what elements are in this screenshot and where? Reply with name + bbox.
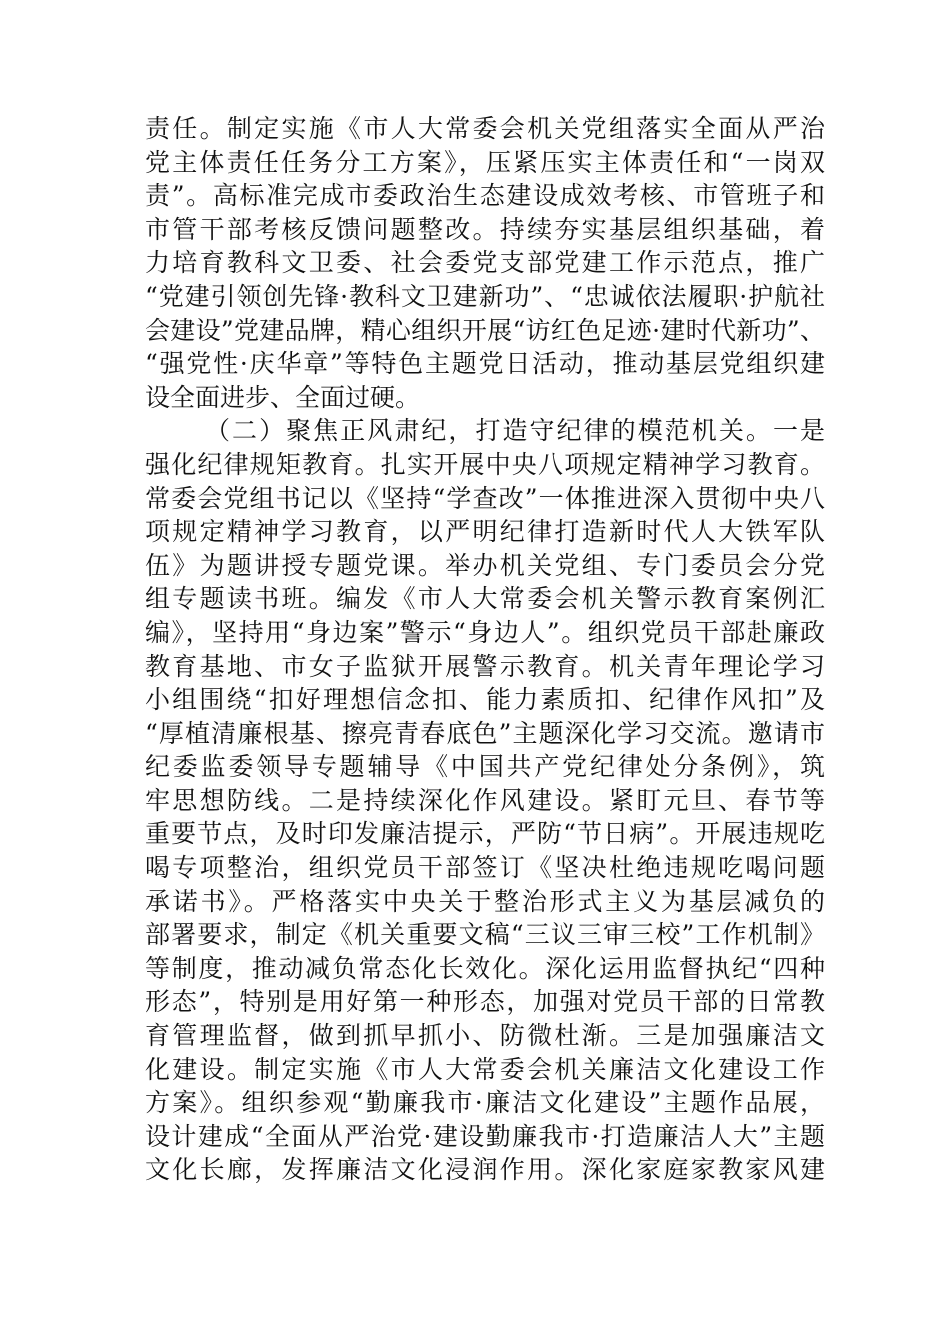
text-line: “党建引领创先锋·教科文卫建新功”、“忠诚依法履职·护航社: [145, 281, 825, 311]
text-line: 重要节点，及时印发廉洁提示，严防“节日病”。开展违规吃: [145, 819, 825, 849]
text-line: 党主体责任任务分工方案》，压紧压实主体责任和“一岗双: [145, 147, 825, 177]
text-line: 责任。制定实施《市人大常委会机关党组落实全面从严治: [145, 114, 825, 143]
text-line: “厚植清廉根基、擦亮青春底色”主题深化学习交流。邀请市: [145, 718, 825, 748]
text-line: 小组围绕“扣好理想信念扣、能力素质扣、纪律作风扣”及: [145, 685, 825, 715]
text-line: 牢思想防线。二是持续深化作风建设。紧盯元旦、春节等: [145, 785, 825, 815]
text-line: 力培育教科文卫委、社会委党支部党建工作示范点，推广: [145, 248, 825, 278]
section-heading-line: （二）聚焦正风肃纪，打造守纪律的模范机关。一是: [205, 416, 825, 446]
text-line: 部署要求，制定《机关重要文稿“三议三审三校”工作机制》: [145, 920, 825, 950]
text-line: 责”。高标准完成市委政治生态建设成效考核、市管班子和: [145, 181, 825, 211]
text-line: 常委会党组书记以《坚持“学查改”一体推进深入贯彻中央八: [145, 483, 825, 513]
text-line: “强党性·庆华章”等特色主题党日活动，推动基层党组织建: [145, 349, 825, 379]
text-line: 项规定精神学习教育，以严明纪律打造新时代人大铁军队: [145, 517, 825, 547]
text-line: 化建设。制定实施《市人大常委会机关廉洁文化建设工作: [145, 1054, 825, 1084]
text-line: 设全面进步、全面过硬。: [145, 382, 421, 412]
text-line: 方案》。组织参观“勤廉我市·廉洁文化建设”主题作品展，: [145, 1088, 825, 1118]
text-line: 形态”，特别是用好第一种形态，加强对党员干部的日常教: [145, 987, 825, 1017]
text-line: 伍》为题讲授专题党课。举办机关党组、专门委员会分党: [145, 550, 825, 580]
text-line: 文化长廊，发挥廉洁文化浸润作用。深化家庭家教家风建: [145, 1155, 825, 1185]
text-line: 编》，坚持用“身边案”警示“身边人”。组织党员干部赴廉政: [145, 617, 825, 647]
text-line: 纪委监委领导专题辅导《中国共产党纪律处分条例》，筑: [145, 752, 825, 782]
text-line: 喝专项整治，组织党员干部签订《坚决杜绝违规吃喝问题: [145, 853, 825, 883]
text-line: 等制度，推动减负常态化长效化。深化运用监督执纪“四种: [145, 953, 825, 983]
body-text: [145, 112, 825, 1187]
text-line: 市管干部考核反馈问题整改。持续夯实基层组织基础，着: [145, 214, 825, 244]
text-line: 组专题读书班。编发《市人大常委会机关警示教育案例汇: [145, 584, 825, 614]
text-line: 育管理监督，做到抓早抓小、防微杜渐。三是加强廉洁文: [145, 1021, 825, 1051]
text-line: 会建设”党建品牌，精心组织开展“访红色足迹·建时代新功”、: [145, 315, 825, 345]
text-line: 教育基地、市女子监狱开展警示教育。机关青年理论学习: [145, 651, 825, 681]
text-line: 设计建成“全面从严治党·建设勤廉我市·打造廉洁人大”主题: [145, 1121, 825, 1151]
text-line: 强化纪律规矩教育。扎实开展中央八项规定精神学习教育。: [145, 449, 825, 479]
text-line: 承诺书》。严格落实中央关于整治形式主义为基层减负的: [145, 886, 825, 916]
